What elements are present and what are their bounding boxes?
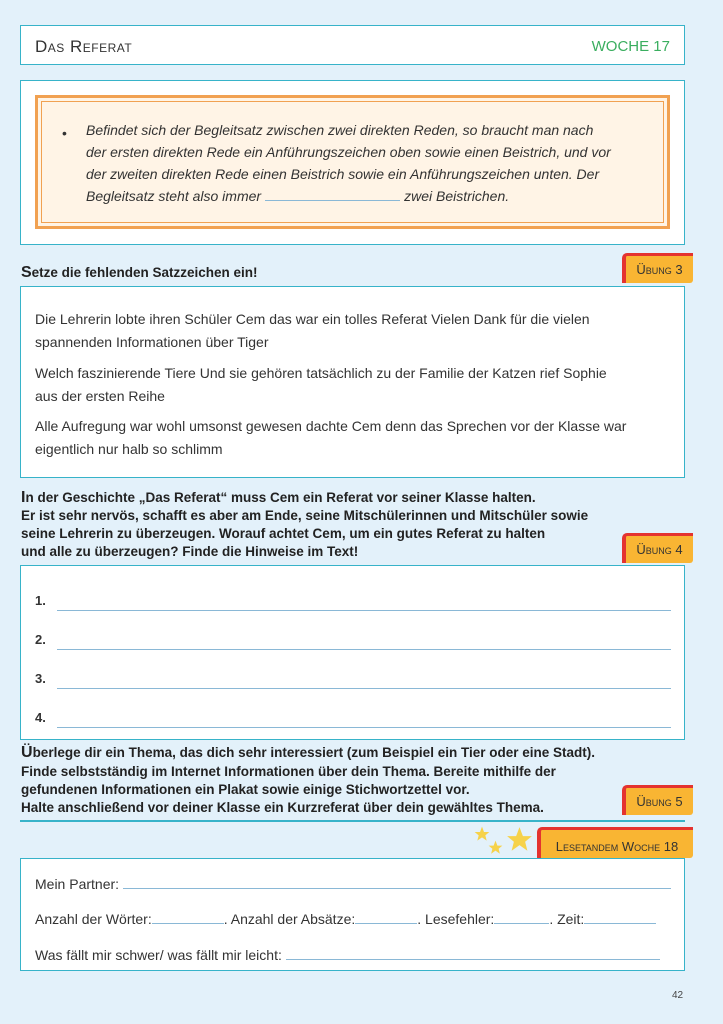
task4-heading-line2: Er ist sehr nervös, schafft es aber am Ende, seine Mitschülerinnen und Mitschüler sowie [21, 508, 589, 523]
stats-row [35, 911, 656, 927]
task5-heading-line1 [21, 744, 595, 762]
rule-bullet: • [62, 125, 67, 141]
difficulty-field[interactable] [286, 948, 660, 960]
star-icon [506, 826, 533, 853]
page-header [20, 25, 685, 65]
sentence: spannenden Informationen über Tiger [35, 334, 269, 350]
task3-text: etze die fehlenden Satzzeichen ein! [31, 265, 258, 280]
exercise5-badge: Übung 5 [622, 785, 693, 815]
task3-cap: S [21, 264, 32, 281]
rule-line: der ersten direkten Rede ein Anführungszeichen oben sowie einen Beistrich, und vor [86, 144, 611, 160]
rule-line-last [86, 188, 509, 204]
answer-line[interactable] [57, 688, 671, 689]
week-label: WOCHE 17 [591, 38, 670, 55]
task4-heading-line1 [21, 489, 536, 507]
rule-line: der zweiten direkten Rede einen Beistrich sowie ein Anführungszeichen unten. Der [86, 166, 600, 182]
difficulty-label: Was fällt mir schwer/ was fällt mir leicht: [35, 947, 282, 963]
separator-line [20, 820, 685, 822]
lesetandem-box [20, 858, 685, 971]
answer-line[interactable] [57, 610, 671, 611]
exercise3-box [20, 286, 685, 478]
rule-blank[interactable] [265, 189, 400, 201]
answer-number: 2. [35, 632, 46, 647]
sentence: Welch faszinierende Tiere Und sie gehören tatsächlich zu der Familie der Katzen rief Sophie [35, 365, 607, 381]
paragraphs-label: . Anzahl der Absätze: [223, 911, 356, 927]
answer-line[interactable] [57, 649, 671, 650]
task5-heading-line2: Finde selbstständig im Internet Informationen über dein Thema. Bereite mithilfe der [21, 764, 556, 779]
rule-last-before: Begleitsatz steht also immer [86, 188, 262, 204]
exercise4-badge: Übung 4 [622, 533, 693, 563]
answer-number: 3. [35, 671, 46, 686]
task5-heading-line4: Halte anschließend vor deiner Klasse ein Kurzreferat über dein gewähltes Thema. [21, 800, 544, 815]
task5-text: berlege dir ein Thema, das dich sehr interessiert (zum Beispiel ein Tier oder eine Stadt). [32, 745, 595, 760]
answer-number: 1. [35, 593, 46, 608]
answer-row-3[interactable] [35, 671, 671, 691]
exercise4-box [20, 565, 685, 740]
sentence: Die Lehrerin lobte ihren Schüler Cem das war ein tolles Referat Vielen Dank für die vielen [35, 311, 590, 327]
rule-line: Befindet sich der Begleitsatz zwischen zwei direkten Reden, so braucht man nach [86, 122, 594, 138]
lesetandem-badge: Lesetandem Woche 18 [537, 827, 693, 858]
task3-heading [21, 264, 257, 282]
words-label: Anzahl der Wörter: [35, 911, 152, 927]
task4-heading-line3: seine Lehrerin zu überzeugen. Worauf achtet Cem, um ein gutes Referat zu halten [21, 526, 546, 541]
answer-row-1[interactable] [35, 593, 671, 613]
task5-heading-line3: gefundenen Informationen ein Plakat sowie einige Stichwortzettel vor. [21, 782, 470, 797]
answer-line[interactable] [57, 727, 671, 728]
answer-number: 4. [35, 710, 46, 725]
partner-label: Mein Partner: [35, 876, 120, 892]
difficulty-row [35, 947, 660, 963]
star-icon [488, 840, 503, 855]
errors-field[interactable] [494, 912, 549, 924]
sentence: eigentlich nur halb so schlimm [35, 441, 223, 457]
sentence: aus der ersten Reihe [35, 388, 165, 404]
task5-cap: Ü [21, 744, 33, 761]
partner-row [35, 876, 671, 892]
time-field[interactable] [584, 912, 656, 924]
rule-inner [35, 95, 670, 229]
partner-field[interactable] [123, 877, 671, 889]
errors-label: . Lesefehler: [417, 911, 495, 927]
paragraphs-field[interactable] [355, 912, 417, 924]
answer-row-2[interactable] [35, 632, 671, 652]
task4-cap: I [21, 489, 26, 506]
sentence: Alle Aufregung war wohl umsonst gewesen dachte Cem denn das Sprechen vor der Klasse war [35, 418, 627, 434]
answer-row-4[interactable] [35, 710, 671, 730]
task4-heading-line4: und alle zu überzeugen? Finde die Hinweise im Text! [21, 544, 359, 559]
task4-text: n der Geschichte „Das Referat“ muss Cem ein Referat vor seiner Klasse halten. [25, 490, 536, 505]
page-title: Das Referat [35, 37, 133, 56]
words-field[interactable] [152, 912, 224, 924]
rule-box [20, 80, 685, 245]
time-label: . Zeit: [549, 911, 585, 927]
rule-last-after: zwei Beistrichen. [404, 188, 510, 204]
exercise3-badge: Übung 3 [622, 253, 693, 283]
page-number: 42 [672, 990, 684, 1001]
